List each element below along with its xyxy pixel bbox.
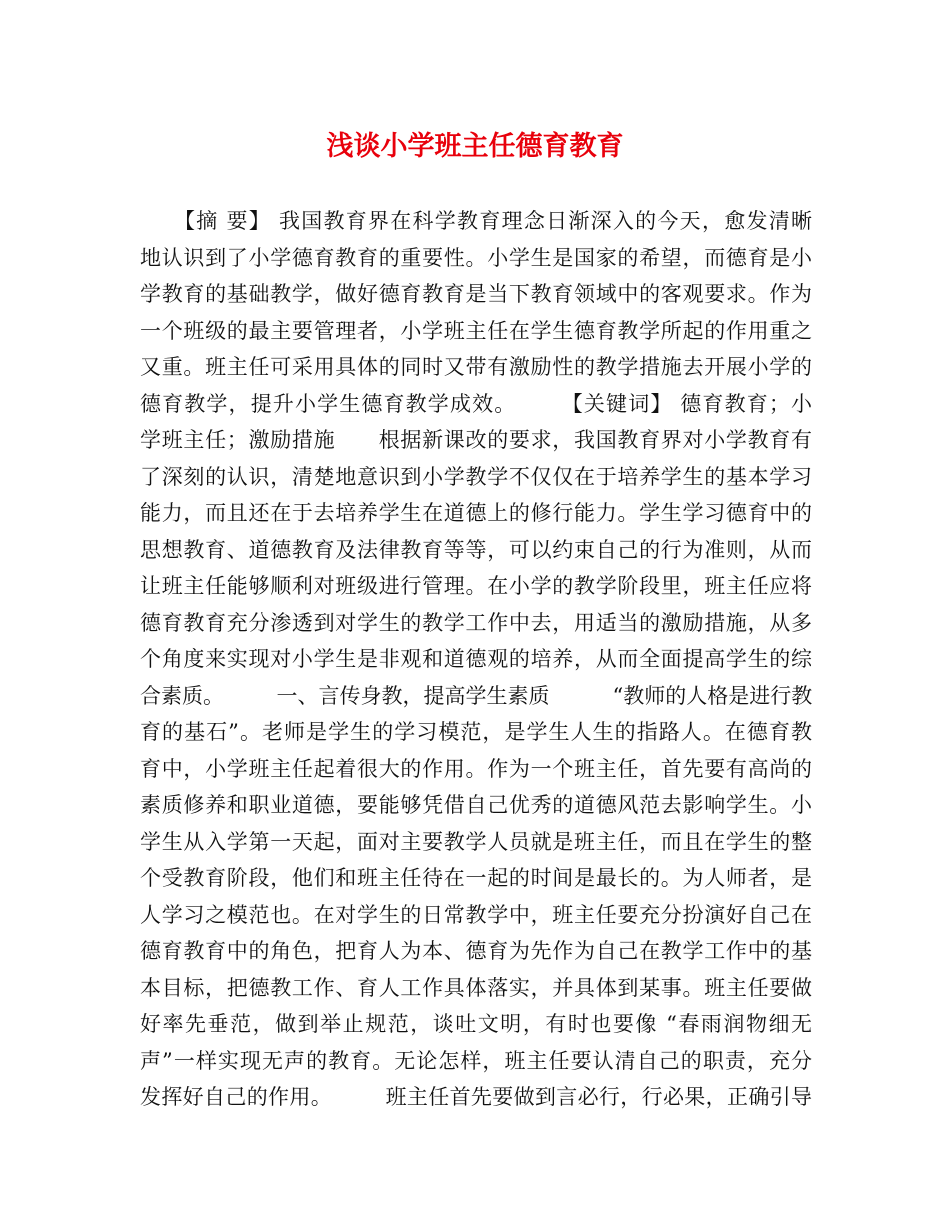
body-line: 地认识到了小学德育教育的重要性。小学生是国家的希望，而德育是小	[140, 245, 812, 270]
body-line: 素质修养和职业道德，要能够凭借自己优秀的道德风范去影响学生。小	[140, 793, 812, 817]
document-body	[140, 203, 812, 1116]
body-line: 合素质。 一、言传身教，提高学生素质 “教师的人格是进行教	[140, 683, 812, 708]
body-line: 个受教育阶段，他们和班主任待在一起的时间是最长的。为人师者，是	[140, 866, 812, 890]
body-line: 学生从入学第一天起，面对主要教学人员就是班主任，而且在学生的整	[140, 829, 812, 854]
body-line: 学班主任；激励措施 根据新课改的要求，我国教育界对小学教育有	[140, 428, 812, 452]
body-line: 学教育的基础教学，做好德育教育是当下教育领域中的客观要求。作为	[140, 282, 812, 306]
document-title: 浅谈小学班主任德育教育	[326, 131, 624, 162]
body-line: 【摘 要】 我国教育界在科学教育理念日渐深入的今天，愈发清晰	[140, 209, 812, 233]
body-line: 好率先垂范，做到举止规范，谈吐文明，有时也要像 “春雨润物细无	[140, 1012, 812, 1036]
body-line: 能力，而且还在于去培养学生在道德上的修行能力。学生学习德育中的	[140, 501, 812, 525]
body-line: 德育教育中的角色，把育人为本、德育为先作为自己在教学工作中的基	[140, 939, 812, 963]
body-line: 声”一样实现无声的教育。无论怎样，班主任要认清自己的职责，充分	[140, 1048, 812, 1073]
body-line: 育中，小学班主任起着很大的作用。作为一个班主任，首先要有高尚的	[140, 756, 812, 781]
body-line: 本目标，把德教工作、育人工作具体落实，并具体到某事。班主任要做	[140, 975, 812, 1000]
body-line: 思想教育、道德教育及法律教育等等，可以约束自己的行为准则，从而	[140, 537, 812, 562]
body-line: 又重。班主任可采用具体的同时又带有激励性的教学措施去开展小学的	[140, 355, 812, 379]
body-line: 人学习之模范也。在对学生的日常教学中，班主任要充分扮演好自己在	[140, 902, 812, 927]
body-line: 一个班级的最主要管理者，小学班主任在学生德育教学所起的作用重之	[140, 318, 812, 343]
body-line: 了深刻的认识，清楚地意识到小学教学不仅仅在于培养学生的基本学习	[140, 464, 812, 489]
body-line: 德育教学，提升小学生德育教学成效。 【关键词】 德育教育；小	[140, 391, 812, 416]
body-line: 育的基石”。老师是学生的学习模范，是学生人生的指路人。在德育教	[140, 720, 812, 744]
body-line: 发挥好自己的作用。 班主任首先要做到言必行，行必果，正确引导	[140, 1085, 812, 1109]
body-line: 个角度来实现对小学生是非观和道德观的培养，从而全面提高学生的综	[140, 647, 812, 671]
body-line: 让班主任能够顺利对班级进行管理。在小学的教学阶段里，班主任应将	[140, 574, 812, 598]
body-line: 德育教育充分渗透到对学生的教学工作中去，用适当的激励措施，从多	[140, 610, 812, 635]
